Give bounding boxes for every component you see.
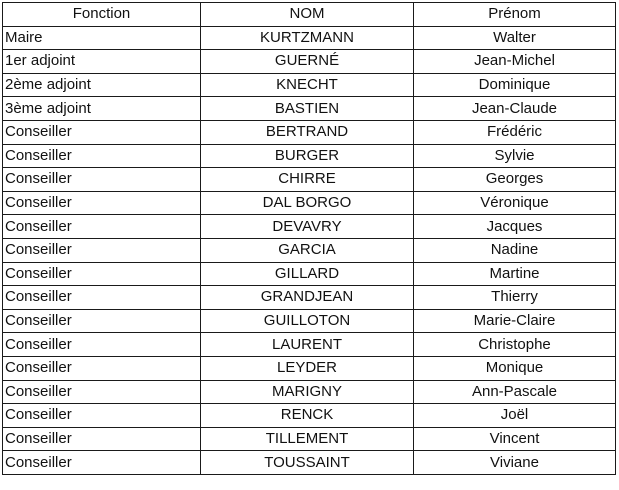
table-row [3,120,616,144]
table-row [3,215,616,239]
cell-fonction: Conseiller [3,215,201,239]
table-row [3,262,616,286]
cell-prenom: Thierry [414,286,616,310]
header-fonction: Fonction [3,3,201,27]
header-row [3,3,616,27]
cell-nom: KNECHT [201,73,414,97]
cell-nom: GUERNÉ [201,50,414,74]
cell-nom: TILLEMENT [201,427,414,451]
table-row [3,427,616,451]
cell-nom: LEYDER [201,356,414,380]
cell-prenom: Marie-Claire [414,309,616,333]
cell-prenom: Martine [414,262,616,286]
cell-prenom: Sylvie [414,144,616,168]
cell-nom: RENCK [201,404,414,428]
cell-fonction: Conseiller [3,144,201,168]
table-row [3,356,616,380]
table-header [3,3,616,27]
cell-nom: KURTZMANN [201,26,414,50]
cell-prenom: Vincent [414,427,616,451]
cell-nom: MARIGNY [201,380,414,404]
council-members-table [2,2,616,475]
table-row [3,309,616,333]
cell-fonction: 1er adjoint [3,50,201,74]
table-row [3,144,616,168]
cell-prenom: Frédéric [414,120,616,144]
cell-fonction: Conseiller [3,356,201,380]
cell-prenom: Ann-Pascale [414,380,616,404]
cell-prenom: Walter [414,26,616,50]
cell-nom: GUILLOTON [201,309,414,333]
cell-nom: TOUSSAINT [201,451,414,475]
cell-nom: GILLARD [201,262,414,286]
table-body [3,26,616,474]
cell-nom: BASTIEN [201,97,414,121]
cell-fonction: Maire [3,26,201,50]
cell-prenom: Monique [414,356,616,380]
cell-fonction: 3ème adjoint [3,97,201,121]
header-prenom: Prénom [414,3,616,27]
cell-fonction: Conseiller [3,427,201,451]
cell-fonction: Conseiller [3,451,201,475]
table-row [3,451,616,475]
cell-fonction: Conseiller [3,309,201,333]
cell-fonction: Conseiller [3,262,201,286]
cell-prenom: Georges [414,168,616,192]
council-members-sheet [2,2,615,488]
cell-prenom: Viviane [414,451,616,475]
table-row [3,286,616,310]
cell-fonction: Conseiller [3,120,201,144]
cell-fonction: Conseiller [3,333,201,357]
cell-nom: BERTRAND [201,120,414,144]
cell-prenom: Joël [414,404,616,428]
cell-prenom: Jean-Michel [414,50,616,74]
cell-prenom: Jacques [414,215,616,239]
cell-prenom: Jean-Claude [414,97,616,121]
cell-prenom: Véronique [414,191,616,215]
cell-nom: BURGER [201,144,414,168]
table-row [3,73,616,97]
table-row [3,404,616,428]
cell-nom: GARCIA [201,238,414,262]
cell-prenom: Nadine [414,238,616,262]
cell-fonction: Conseiller [3,191,201,215]
cell-nom: CHIRRE [201,168,414,192]
table-row [3,168,616,192]
table-row [3,50,616,74]
cell-prenom: Christophe [414,333,616,357]
cell-prenom: Dominique [414,73,616,97]
cell-nom: DEVAVRY [201,215,414,239]
cell-nom: LAURENT [201,333,414,357]
cell-fonction: Conseiller [3,168,201,192]
table-row [3,333,616,357]
cell-fonction: Conseiller [3,286,201,310]
table-row [3,238,616,262]
table-row [3,380,616,404]
header-nom: NOM [201,3,414,27]
table-row [3,26,616,50]
cell-fonction: Conseiller [3,238,201,262]
cell-fonction: Conseiller [3,404,201,428]
cell-fonction: 2ème adjoint [3,73,201,97]
cell-nom: DAL BORGO [201,191,414,215]
cell-fonction: Conseiller [3,380,201,404]
table-row [3,191,616,215]
cell-nom: GRANDJEAN [201,286,414,310]
table-row [3,97,616,121]
